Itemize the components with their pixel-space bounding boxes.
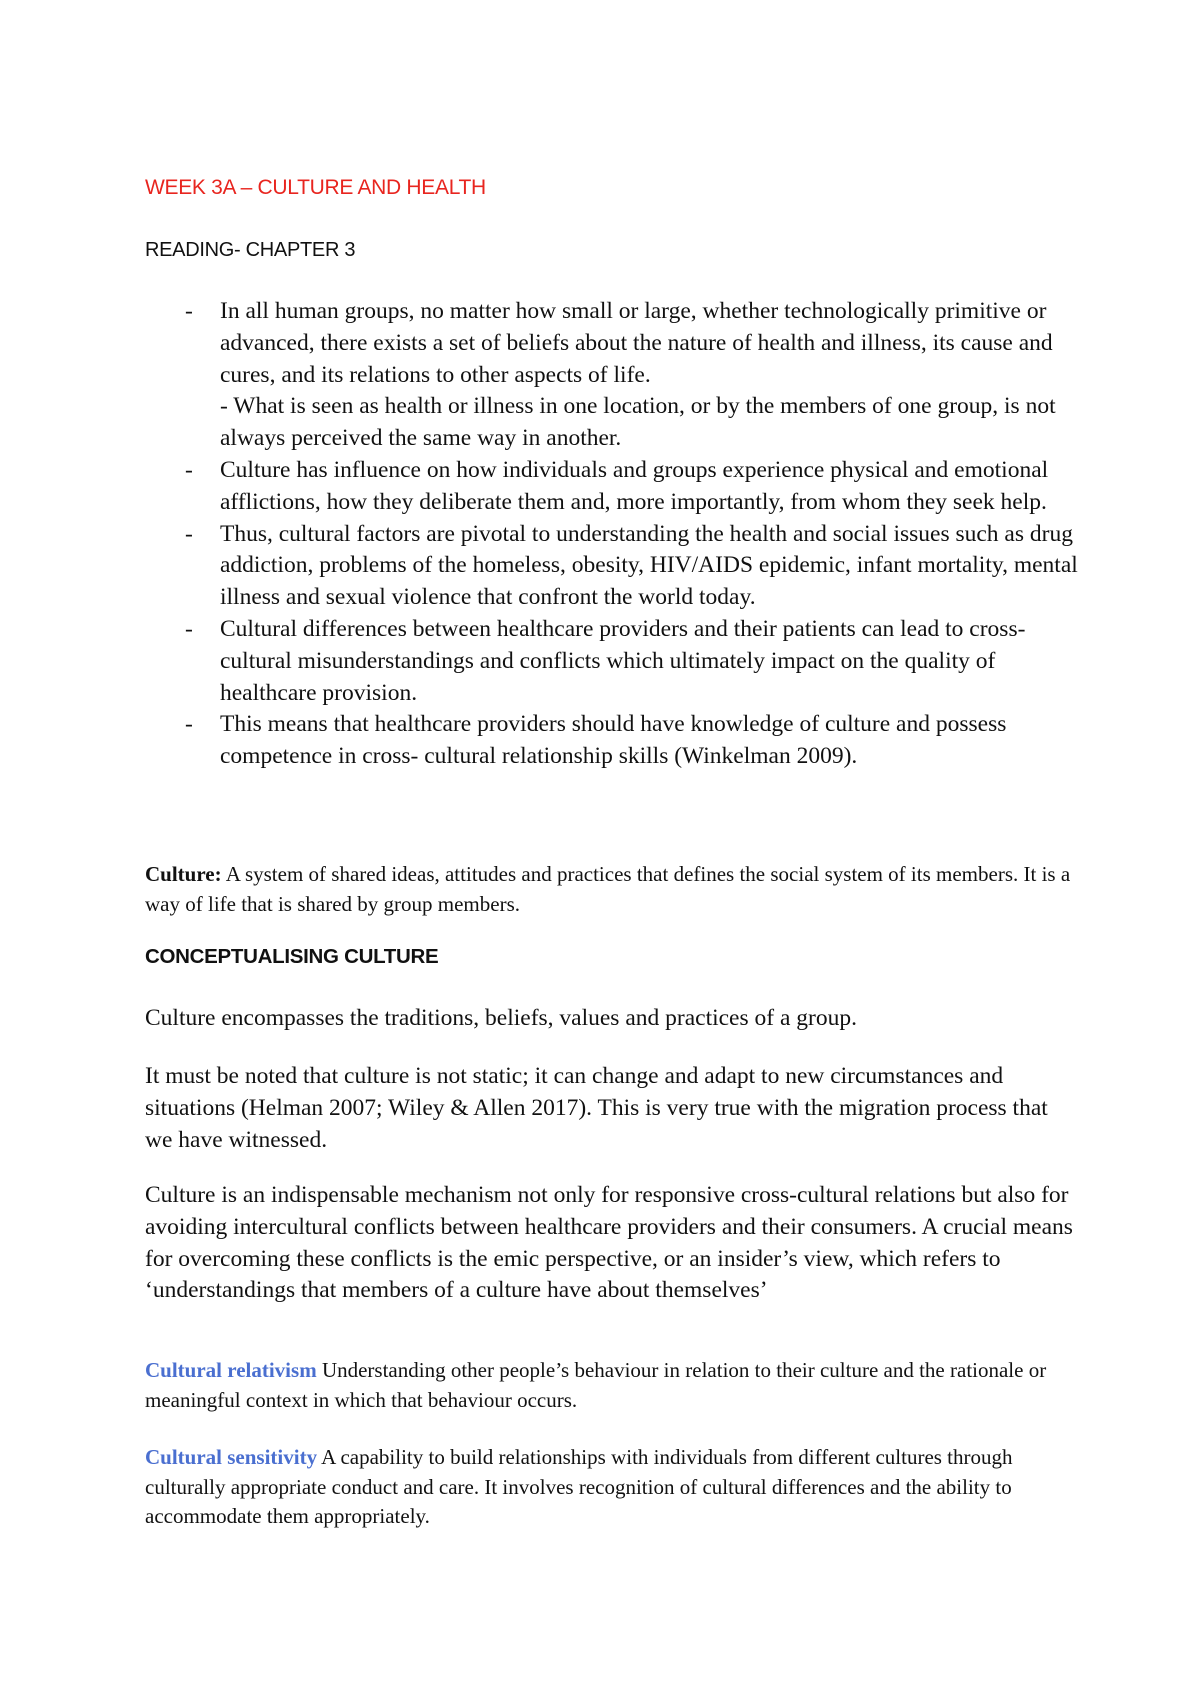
bullet-list xyxy=(185,296,1085,773)
definition-term: Culture: xyxy=(145,862,222,886)
reading-subtitle: READING- CHAPTER 3 xyxy=(145,239,356,261)
paragraph: Culture encompasses the traditions, beliefs, values and practices of a group. xyxy=(145,1005,857,1031)
cultural-relativism-definition xyxy=(145,1356,1080,1415)
definition-term: Cultural relativism xyxy=(145,1358,317,1382)
bullet-dash: - xyxy=(185,615,193,642)
bullet-dash: - xyxy=(185,298,193,324)
bullet-text: This means that healthcare providers should have knowledge of culture and possess competence in cross- cultural relationship skills (Winkelman 2009). xyxy=(220,711,1007,770)
page-title: WEEK 3A – CULTURE AND HEALTH xyxy=(145,176,486,199)
bullet-text: Culture has influence on how individuals and groups experience physical and emotional afflictions, how they deliberate them and, more importantly, from whom they seek help. xyxy=(220,456,1049,515)
bullet-text: In all human groups, no matter how small or large, whether technologically primitive or advanced, there exists a set of beliefs about the nature of health and illness, its cause and cures, and its relations to other aspects of life. xyxy=(220,298,1053,388)
bullet-item xyxy=(185,709,1085,773)
definition-text: A system of shared ideas, attitudes and practices that defines the social system of its members. It is a way of life that is shared by group members. xyxy=(145,862,1071,916)
section-heading: CONCEPTUALISING CULTURE xyxy=(145,945,439,968)
paragraph: Culture is an indispensable mechanism not only for responsive cross-cultural relations but also for avoiding intercultural conflicts between healthcare providers and their consumers. A crucial means for overcoming these conflicts is the emic perspective, or an insider’s view, which refers to ‘understandings that members of a culture have about themselves’ xyxy=(145,1182,1073,1304)
definition-text: Understanding other people’s behaviour in relation to their culture and the rationale or meaningful context in which that behaviour occurs. xyxy=(145,1358,1047,1412)
bullet-dash: - xyxy=(185,456,193,483)
bullet-dash: - xyxy=(185,711,193,738)
bullet-item xyxy=(185,296,1085,455)
bullet-item xyxy=(185,519,1085,614)
paragraph: It must be noted that culture is not static; it can change and adapt to new circumstances and situations (Helman 2007; Wiley & Allen 2017). This is very true with the migration process that we have witnessed. xyxy=(145,1063,1048,1153)
culture-definition xyxy=(145,860,1080,919)
cultural-sensitivity-definition xyxy=(145,1443,1080,1532)
bullet-text: Cultural differences between healthcare providers and their patients can lead to cross-cultural misunderstandings and conflicts which ultimately impact on the quality of healthcare provision. xyxy=(220,615,1026,706)
bullet-item xyxy=(185,455,1085,519)
bullet-dash: - xyxy=(185,520,193,547)
bullet-subtext: - What is seen as health or illness in one location, or by the members of one group, is not always perceived the same way in another. xyxy=(220,393,1056,452)
definition-term: Cultural sensitivity xyxy=(145,1445,318,1469)
bullet-text: Thus, cultural factors are pivotal to understanding the health and social issues such as drug addiction, problems of the homeless, obesity, HIV/AIDS epidemic, infant mortality, mental illness and sexual violence that confront the world today. xyxy=(220,520,1078,611)
bullet-item xyxy=(185,614,1085,709)
definition-text: A capability to build relationships with individuals from different cultures through culturally appropriate conduct and care. It involves recognition of cultural differences and the ability to accommodate them appropriately. xyxy=(145,1445,1013,1528)
